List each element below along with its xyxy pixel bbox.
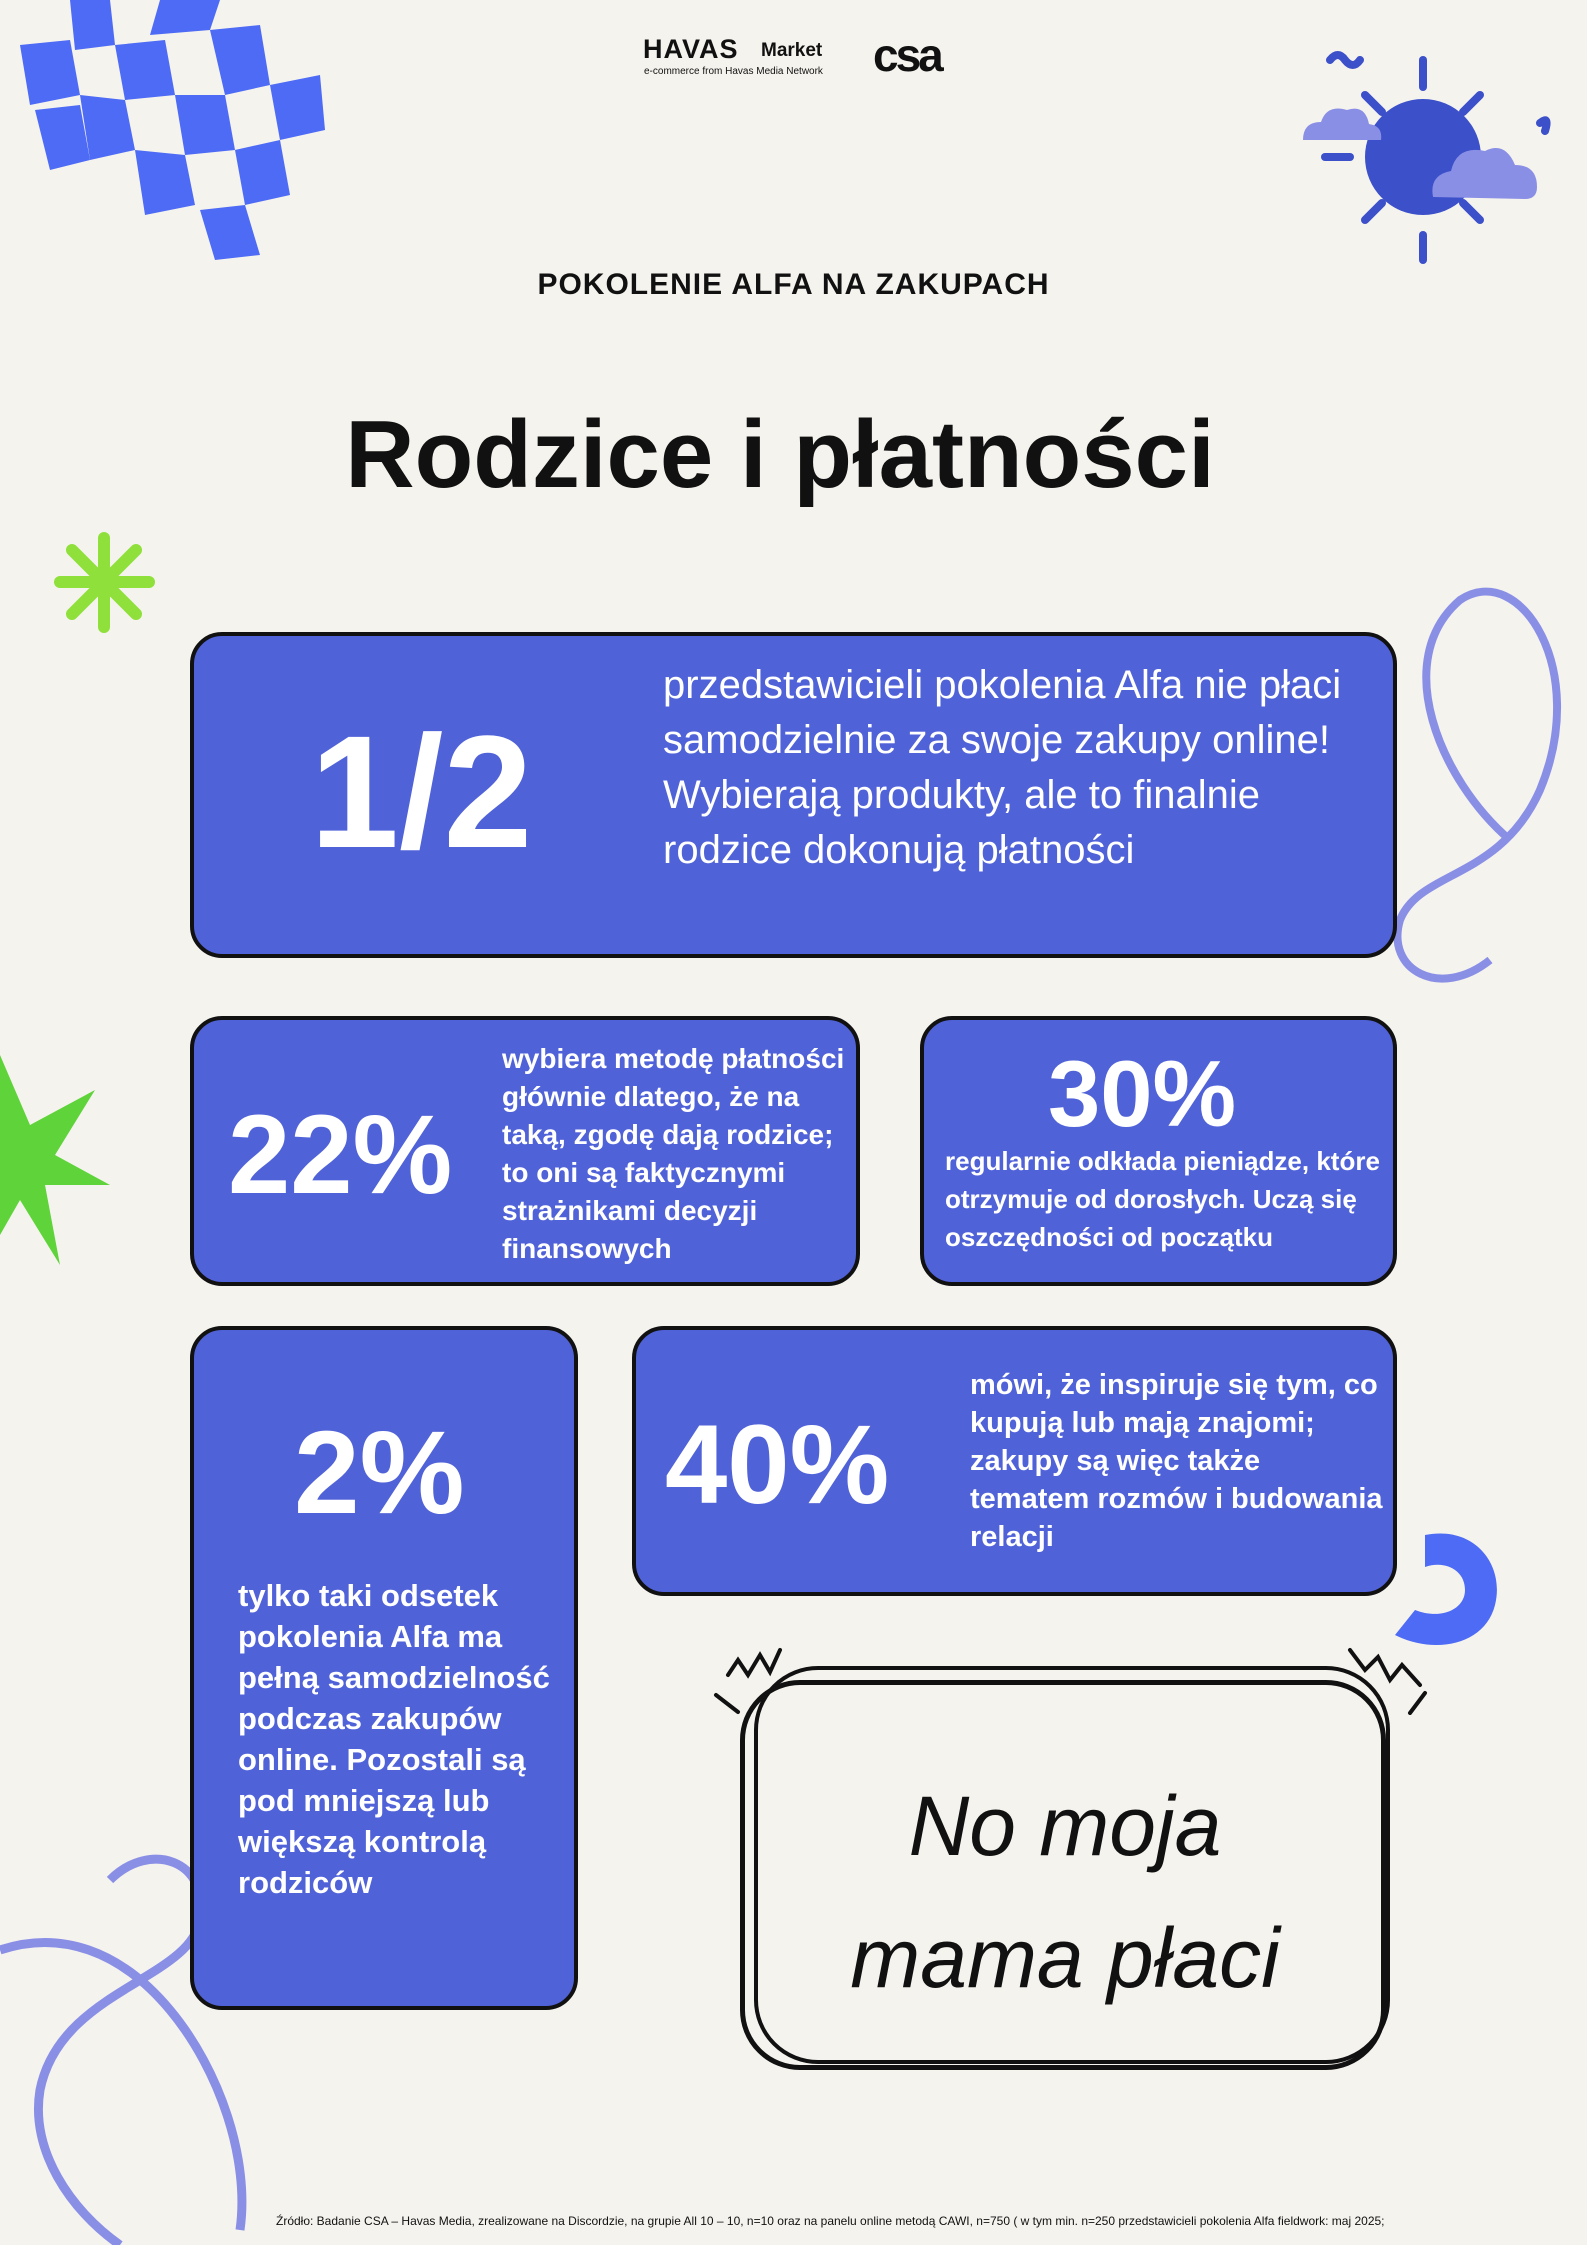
havas-market-label: Market [761, 40, 823, 61]
checkerboard-decoration [0, 0, 330, 270]
quote-line-1: No moja [908, 1779, 1222, 1873]
logo-bar [643, 29, 963, 84]
stat-text-22: wybiera metodę płatności głównie dlatego, że na taką, zgodę dają rodzice; to oni są faktycznymi strażnikami decyzji finansowych [502, 1043, 845, 1264]
kicker-heading: POKOLENIE ALFA NA ZAKUPACH [537, 268, 1050, 301]
quote-line-2: mama płaci [850, 1911, 1280, 2005]
stat-value-2: 2% [294, 1407, 465, 1539]
stat-value-40: 40% [665, 1402, 890, 1527]
source-footnote: Źródło: Badanie CSA – Havas Media, zrealizowane na Discordzie, na grupie All 10 – 10, n=10 oraz na panelu online metodą CAWI, n=750 ( w tym min. n=250 przedstawicieli pokolenia Alfa fieldwork: maj 2025; [276, 2214, 1385, 2228]
splat-decoration [0, 1035, 115, 1275]
stat-text-30: regularnie odkłada pieniądze, które otrzymuje od dorosłych. Uczą się oszczędności od początku [945, 1146, 1380, 1252]
stat-text-2: tylko taki odsetek pokolenia Alfa ma pełną samodzielność podczas zakupów online. Pozostali są pod mniejszą lub większą kontrolą rodziców [238, 1578, 550, 1900]
havas-tagline: e-commerce from Havas Media Network [644, 66, 823, 77]
stat-text-half: przedstawicieli pokolenia Alfa nie płaci samodzielnie za swoje zakupy online! Wybierają produkty, ale to finalnie rodzice dokonują płatności [663, 663, 1342, 872]
speech-quote [760, 1760, 1370, 2024]
stat-value-half: 1/2 [310, 702, 533, 881]
sun-clouds-icon [1285, 45, 1560, 270]
havas-logo: HAVAS [643, 34, 739, 64]
asterisk-decoration [52, 530, 157, 635]
stat-value-22: 22% [228, 1092, 453, 1217]
page-title: Rodzice i płatności [345, 401, 1215, 508]
stat-text-40: mówi, że inspiruje się tym, co kupują lub mają znajomi; zakupy są więc także tematem rozmów i budowania relacji [970, 1369, 1383, 1553]
stat-value-30: 30% [1048, 1041, 1237, 1146]
csa-logo: csa [873, 29, 941, 81]
